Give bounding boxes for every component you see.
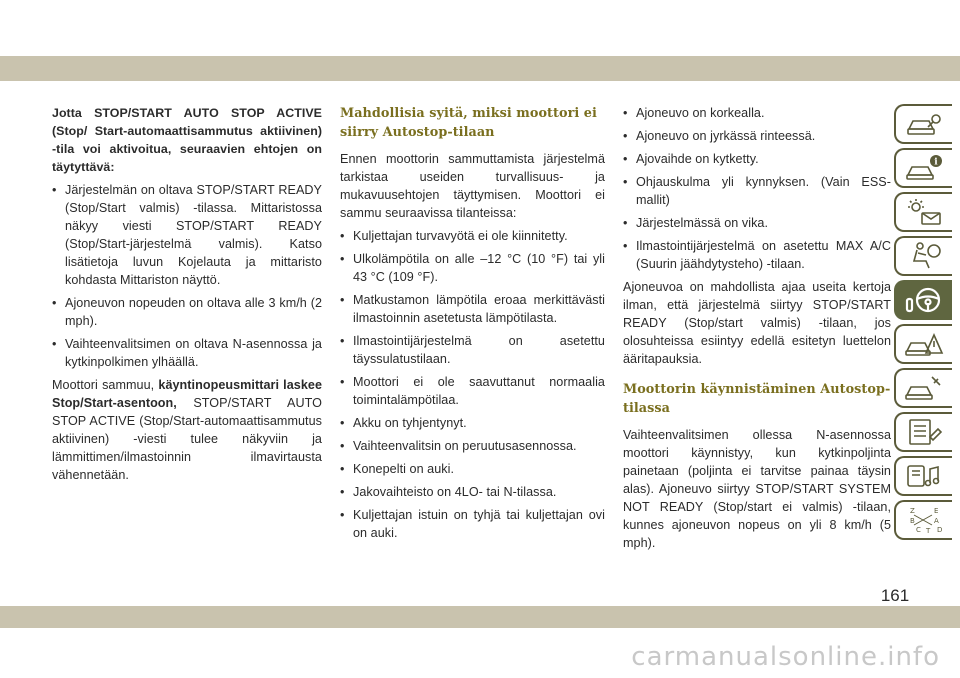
list-item: • Ilmastointijärjestelmä on asetettu täyssulatustilaan. (340, 332, 605, 368)
list-item: • Kuljettajan istuin on tyhjä tai kuljettajan ovi on auki. (340, 506, 605, 542)
list-item: • Vaihteenvalitsimen on oltava N-asennossa ja kytkinpolkimen ylhäällä. (52, 335, 322, 371)
conditions-intro: Jotta STOP/START AUTO STOP ACTIVE (Stop/ Start-automaattisammutus aktiivinen) -tila voi aktivoitua, seuraavien ehtojen on täytyttävä: (52, 106, 322, 174)
column-3 (623, 104, 891, 557)
top-band (0, 56, 960, 81)
list-item: • Ajoneuvon nopeuden on oltava alle 3 km/h (2 mph). (52, 294, 322, 330)
tab-media[interactable] (894, 456, 952, 496)
media-icon (904, 461, 944, 491)
index-letter: C (916, 526, 921, 534)
conditions-list (52, 181, 322, 371)
car-warning-triangle-icon (904, 329, 944, 359)
tab-car-service[interactable] (894, 368, 952, 408)
page-number: 161 (880, 586, 910, 605)
section-heading: Mahdollisia syitä, miksi moottori ei siirry Autostop-tilaan (340, 106, 597, 140)
checklist-icon (904, 417, 944, 447)
list-item: • Ajoneuvo on korkealla. (623, 104, 891, 122)
index-letter: T (926, 527, 931, 535)
tab-steering-wheel[interactable] (894, 280, 952, 320)
steering-wheel-icon (904, 285, 944, 315)
index-letter: B (910, 517, 915, 525)
column-2 (340, 104, 605, 547)
list-item: • Kuljettajan turvavyötä ei ole kiinnitetty. (340, 227, 605, 245)
paragraph-text: STOP/START AUTO STOP ACTIVE (Stop/Start-automaattisammutus aktiivinen) -viesti tulee näkyviin ja lämmittimen/ilmastoinnin ilmavirtausta vähennetään. (52, 396, 322, 482)
reasons-list (340, 227, 605, 542)
list-item: • Ajoneuvo on jyrkässä rinteessä. (623, 127, 891, 145)
list-item: • Ilmastointijärjestelmä on asetettu MAX A/C (Suurin jäähdytysteho) -tilaan. (623, 237, 891, 273)
tab-car-warning-triangle[interactable] (894, 324, 952, 364)
index-letter: E (934, 507, 939, 515)
index-icon (904, 505, 944, 535)
car-service-icon (904, 373, 944, 403)
paragraph-bold-text: käyntinopeusmittari laskee Stop/Start-asentoon, (52, 378, 322, 410)
tab-checklist[interactable] (894, 412, 952, 452)
svg-text:i: i (934, 157, 938, 168)
index-letter: A (934, 517, 939, 525)
car-info-icon (904, 153, 944, 183)
warning-lights-icon (904, 197, 944, 227)
tab-seat-airbag[interactable] (894, 236, 952, 276)
tab-warning-lights[interactable] (894, 192, 952, 232)
list-item: • Matkustamon lämpötila eroaa merkittävästi ilmastoinnin asetetusta lämpötilasta. (340, 291, 605, 327)
engine-stop-paragraph (52, 376, 322, 484)
tab-car-key[interactable] (894, 104, 952, 144)
watermark (0, 636, 960, 678)
tab-index[interactable] (894, 500, 952, 540)
index-letter: D (937, 526, 943, 534)
list-item: • Ohjauskulma yli kynnyksen. (Vain ESS-mallit) (623, 173, 891, 209)
list-item: • Ajovaihde on kytketty. (623, 150, 891, 168)
column-1 (52, 104, 322, 489)
list-item: • Ulkolämpötila on alle –12 °C (10 °F) tai yli 43 °C (109 °F). (340, 250, 605, 286)
car-key-icon (904, 109, 944, 139)
watermark-text[interactable]: carmanualsonline.info (631, 642, 940, 672)
list-item: • Vaihteenvalitsin on peruutusasennossa. (340, 437, 605, 455)
list-item: • Konepelti on auki. (340, 460, 605, 478)
chapter-tabs (894, 104, 952, 544)
index-letter: Z (910, 507, 915, 515)
paragraph: Ajoneuvoa on mahdollista ajaa useita kertoja ilman, että järjestelmä siirtyy STOP/START READY (Stop/start valmis) -tilaan, jos olosuhteissa esiintyy edellä esitetyn luettelon ääritapauksia. (623, 280, 891, 366)
paragraph: Vaihteenvalitsimen ollessa N-asennossa moottori käynnistyy, kun kytkinpoljinta painetaan (poljinta ei tarvitse painaa täysin alas). Ajoneuvo siirtyy STOP/START SYSTEM NOT READY (Stop/start ei valmis) -tilaan, kunnes ajoneuvon nopeus on yli 8 km/h (5 mph). (623, 428, 891, 550)
section-heading: Moottorin käynnistäminen Autostop-tilassa (623, 382, 891, 416)
section-intro: Ennen moottorin sammuttamista järjestelmä tarkistaa useiden turvallisuus- ja mukavuusehtojen täyttymisen. Moottori ei sammu seuraavissa tilanteissa: (340, 152, 605, 220)
tab-car-info[interactable] (894, 148, 952, 188)
list-item: • Akku on tyhjentynyt. (340, 414, 605, 432)
reasons-list-continued (623, 104, 891, 273)
list-item: • Jakovaihteisto on 4LO- tai N-tilassa. (340, 483, 605, 501)
paragraph-text: Moottori sammuu, (52, 378, 159, 392)
bottom-band (0, 606, 960, 628)
seat-airbag-icon (904, 241, 944, 271)
list-item: • Järjestelmän on oltava STOP/START READY (Stop/Start valmis) -tilassa. Mittaristossa näkyy viesti STOP/START READY (Stop/Start-järjestelmä valmis). Katso lisätietoja luvun Kojelauta ja mittaristo kohdasta Mittariston näyttö. (52, 181, 322, 289)
list-item: • Järjestelmässä on vika. (623, 214, 891, 232)
list-item: • Moottori ei ole saavuttanut normaalia toimintalämpötilaa. (340, 373, 605, 409)
